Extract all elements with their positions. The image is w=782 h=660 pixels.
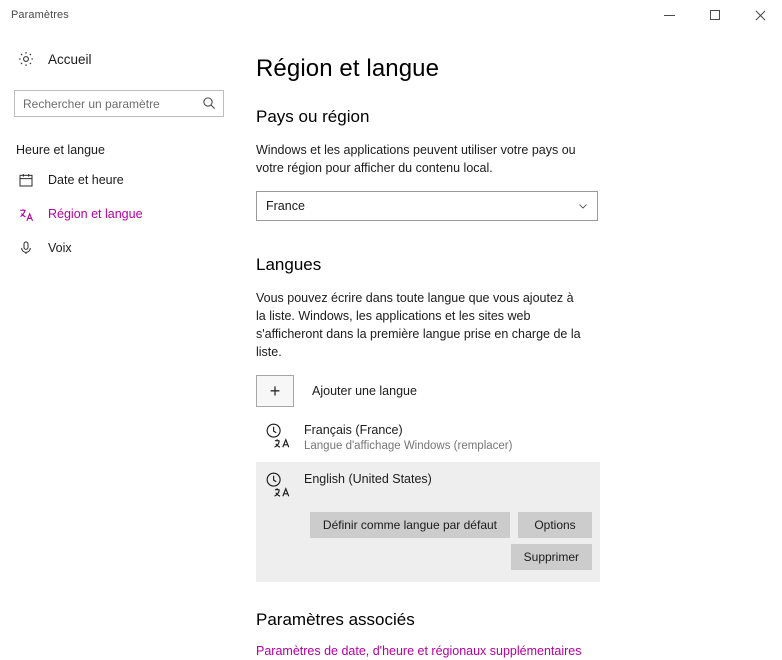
sidebar-item-label: Région et langue [48, 207, 143, 221]
sidebar-item-date-et-heure[interactable] [0, 163, 240, 197]
sidebar [0, 30, 240, 660]
calendar-icon [16, 170, 36, 190]
languages-section-description: Vous pouvez écrire dans toute langue que vous ajoutez à la liste. Windows, les applications et les sites web s'afficheront dans la première langue prise en charge de la liste. [256, 291, 581, 359]
plus-icon: + [256, 375, 294, 407]
minimize-icon [664, 15, 675, 16]
language-glyph-icon [264, 421, 292, 449]
language-actions-row-primary [256, 506, 600, 538]
close-button[interactable] [737, 0, 782, 30]
list-item[interactable] [256, 413, 600, 462]
content-pane [240, 30, 782, 660]
related-settings-link[interactable]: Paramètres de date, d'heure et régionaux supplémentaires [256, 644, 582, 658]
set-as-default-language-button[interactable]: Définir comme langue par défaut [310, 512, 510, 538]
country-section-description: Windows et les applications peuvent utiliser votre pays ou votre région pour afficher du contenu local. [256, 143, 576, 175]
window-body [0, 30, 782, 660]
selected-language-panel [256, 462, 600, 582]
title-bar [0, 0, 782, 30]
sidebar-item-label: Voix [48, 241, 72, 255]
sidebar-item-voix[interactable] [0, 231, 240, 265]
country-select-value: France [266, 199, 305, 213]
sidebar-item-region-et-langue[interactable] [0, 197, 240, 231]
page-title: Région et langue [256, 55, 440, 82]
spacer [256, 221, 756, 255]
language-icon [16, 204, 36, 224]
language-name: English (United States) [304, 472, 432, 486]
microphone-icon [16, 238, 36, 258]
language-glyph-icon [264, 470, 292, 498]
add-language-label: Ajouter une langue [312, 384, 417, 398]
search-input[interactable] [14, 90, 224, 117]
language-subtitle: Langue d'affichage Windows (remplacer) [304, 440, 513, 452]
sidebar-item-home[interactable] [0, 42, 240, 76]
language-name: Français (France) [304, 423, 403, 437]
list-item[interactable] [256, 462, 600, 506]
languages-section-heading: Langues [256, 255, 322, 274]
language-texts [304, 421, 512, 454]
caption-buttons [647, 0, 782, 30]
sidebar-home-label: Accueil [48, 51, 92, 67]
remove-button[interactable]: Supprimer [511, 544, 592, 570]
language-texts [304, 470, 432, 487]
maximize-button[interactable] [692, 0, 737, 30]
chevron-down-icon [577, 200, 589, 212]
search-box [14, 90, 224, 117]
options-button[interactable]: Options [518, 512, 592, 538]
window-title: Paramètres [11, 9, 69, 21]
add-language-button[interactable] [256, 375, 756, 407]
country-select[interactable] [256, 191, 598, 221]
sidebar-group-label: Heure et langue [16, 143, 105, 157]
related-settings-heading: Paramètres associés [256, 610, 415, 629]
country-section-heading: Pays ou région [256, 107, 370, 126]
language-actions-row-secondary [256, 538, 600, 570]
maximize-icon [710, 10, 720, 20]
close-icon [754, 9, 766, 21]
sidebar-item-label: Date et heure [48, 173, 124, 187]
gear-icon [16, 49, 36, 69]
minimize-button[interactable] [647, 0, 692, 30]
